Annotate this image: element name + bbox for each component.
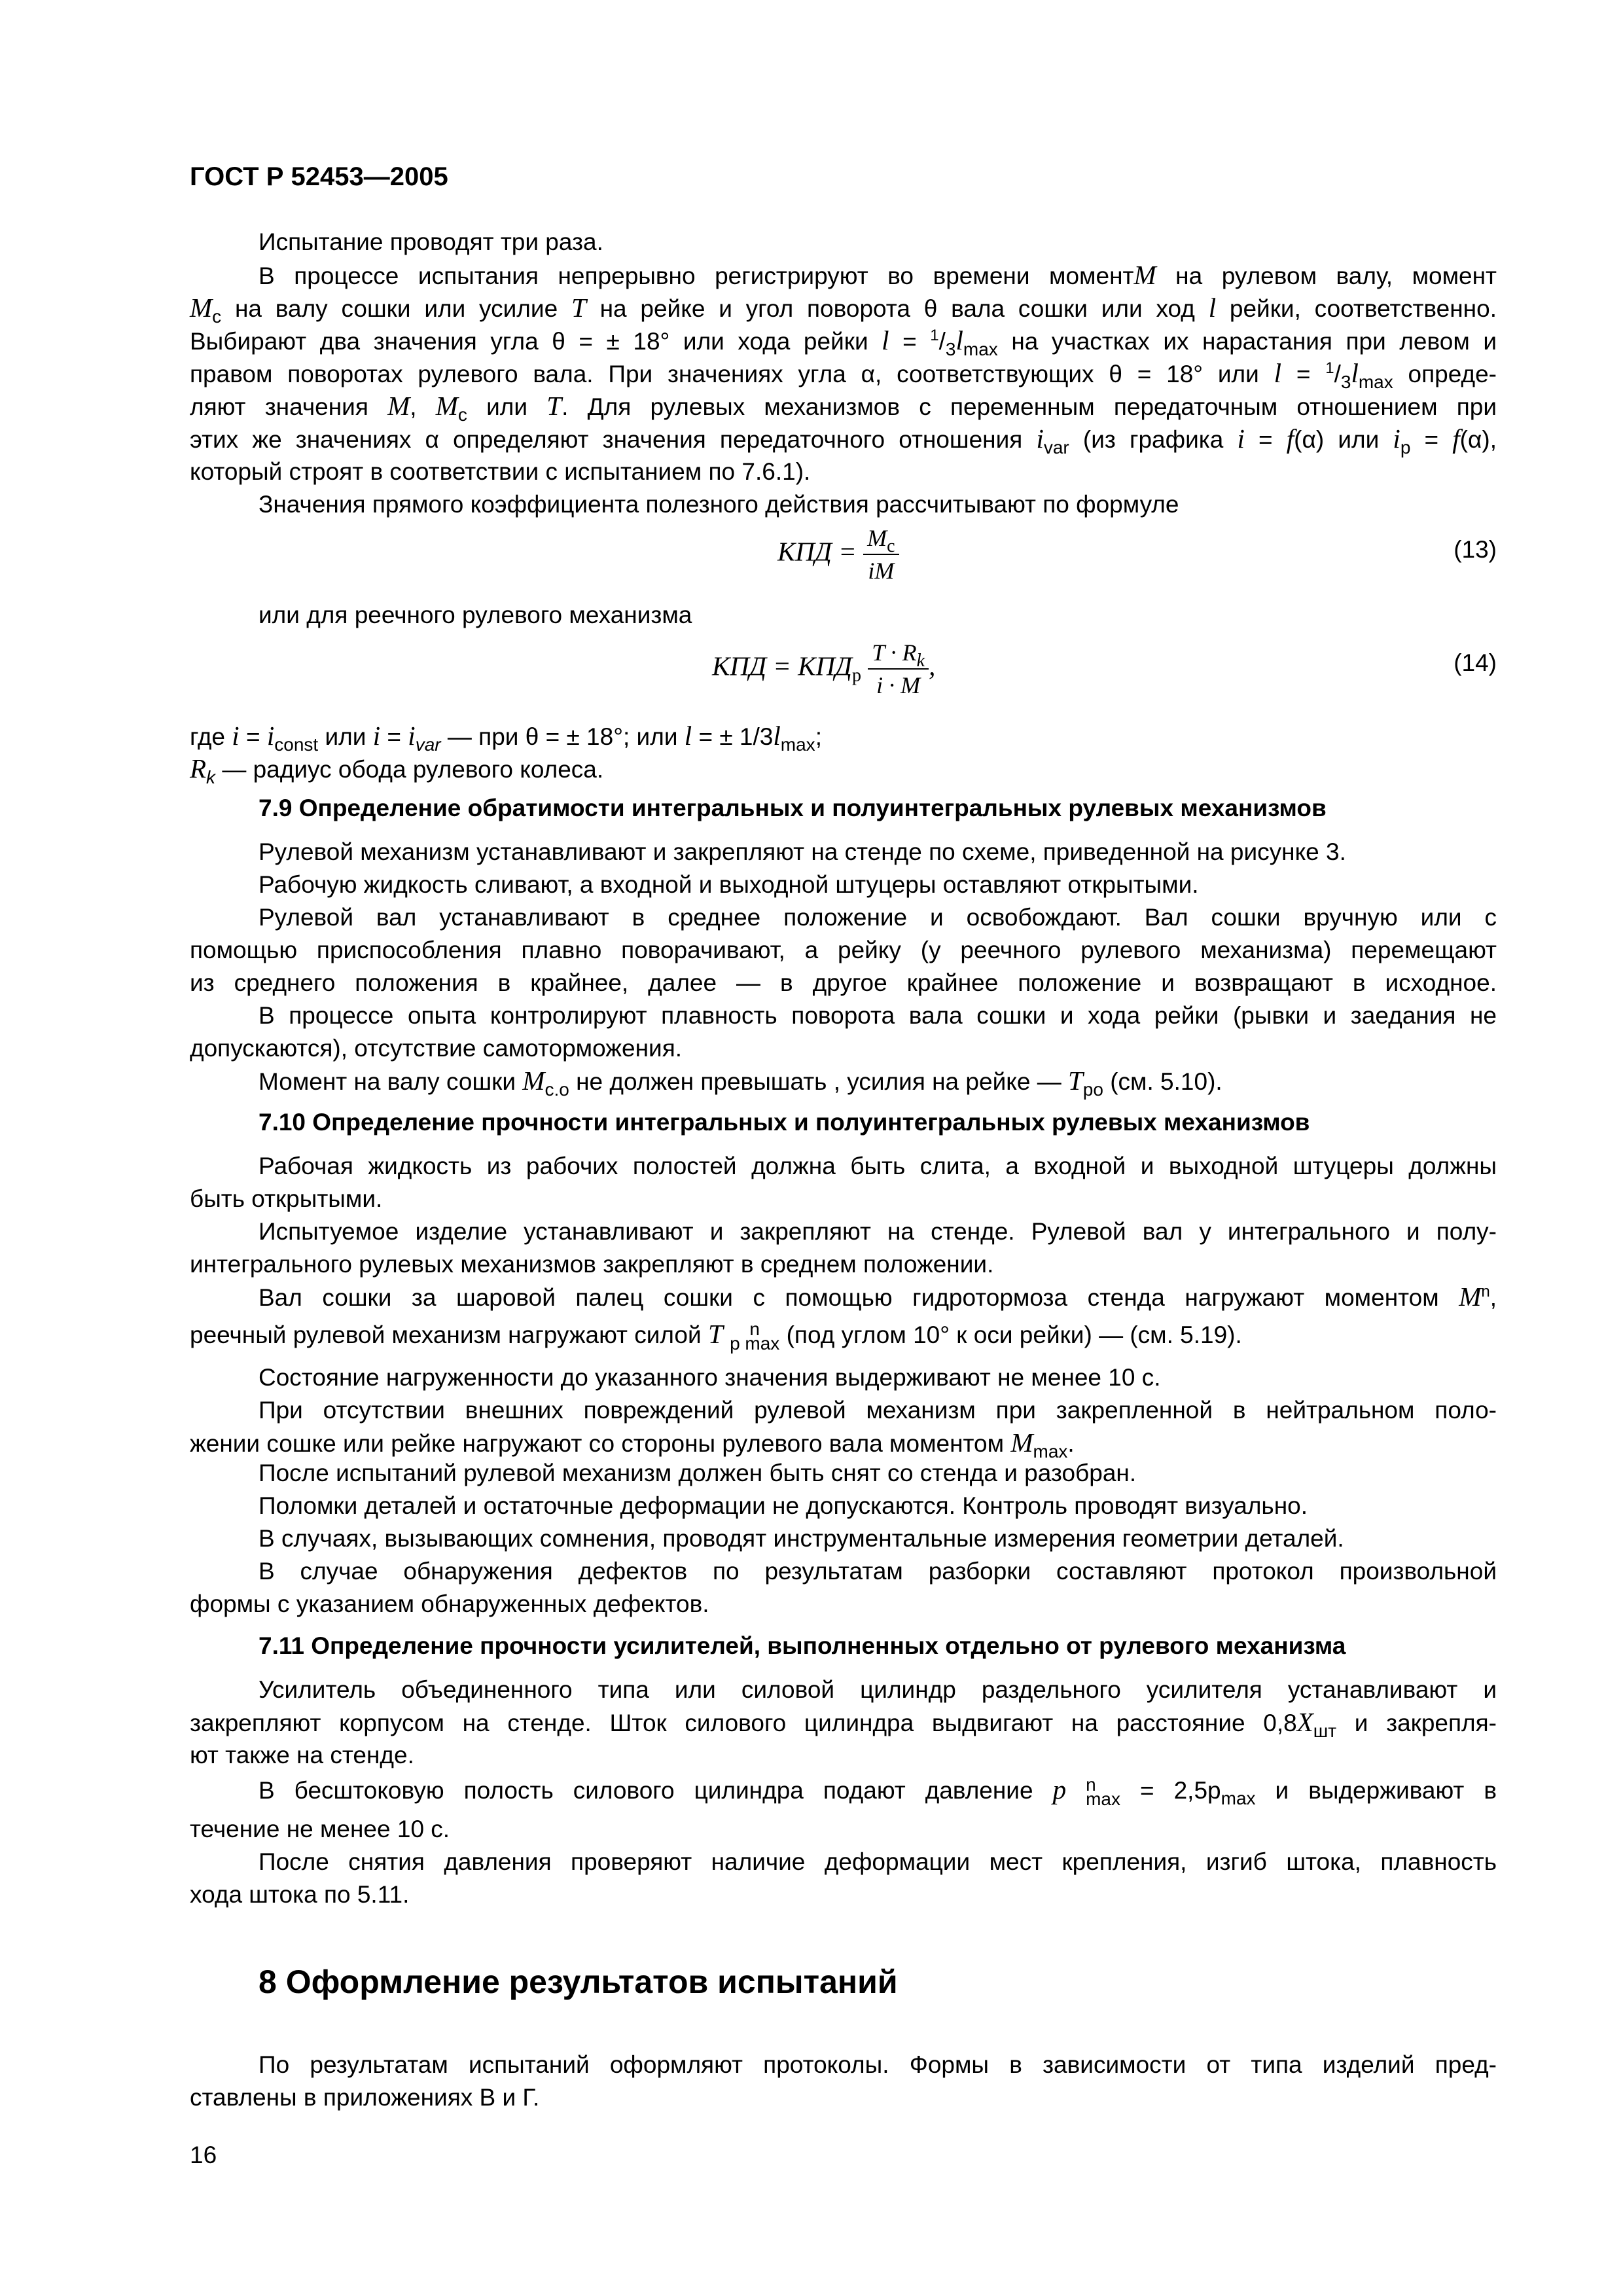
page-number: 16 bbox=[190, 2142, 217, 2168]
text-line: или для реечного рулевого механизма bbox=[259, 601, 692, 628]
text-line: Рабочую жидкость сливают, а входной и выходной штуцеры оставляют открытыми. bbox=[259, 871, 1199, 898]
text-line: интегрального рулевых механизмов закрепляют в среднем положении. bbox=[190, 1251, 994, 1278]
section-heading-7-9: 7.9 Определение обратимости интегральных и полуинтегральных рулевых механизмов bbox=[259, 795, 1327, 821]
section-heading-8: 8 Оформление результатов испытаний bbox=[259, 1964, 898, 2000]
text-line: Вал сошки за шаровой палец сошки с помощью гидротормоза стенда нагружают моментом $M^n$, bbox=[259, 1282, 1497, 1312]
text-line: ляют значения M, $M_c$ или T. Для рулевых механизмов с переменным передаточным отношением при bbox=[190, 391, 1497, 425]
text-line: Испытание проводят три раза. bbox=[259, 228, 603, 255]
text-line: который строят в соответствии с испытанием по 7.6.1). bbox=[190, 458, 811, 485]
text-line: Рулевой вал устанавливают в среднее положение и освобождают. Вал сошки вручную или с bbox=[259, 904, 1497, 931]
equation-number-14: (14) bbox=[1454, 649, 1497, 676]
text-line: Выбирают два значения угла θ = ± 18° или хода рейки $l = ^1/_3l_{max}$ на участках их нарастания при левом и bbox=[190, 325, 1497, 359]
text-line: формы с указанием обнаруженных дефектов. bbox=[190, 1590, 709, 1617]
text-line: закрепляют корпусом на стенде. Шток силового цилиндра выдвигают на расстояние $0,8X_{шт}$ и закрепля- bbox=[190, 1707, 1497, 1741]
text-line: помощью приспособления плавно поворачивают, а рейку (у реечного рулевого механизма) перемещают bbox=[190, 937, 1497, 963]
text-line: В процессе испытания непрерывно регистрируют во времени моментM на рулевом валу, момент bbox=[259, 260, 1497, 290]
text-line: При отсутствии внешних повреждений рулевой механизм при закрепленной в нейтральном поло- bbox=[259, 1397, 1497, 1424]
equation-number-13: (13) bbox=[1454, 536, 1497, 563]
text-line: Рулевой механизм устанавливают и закрепляют на стенде по схеме, приведенной на рисунке 3. bbox=[259, 838, 1346, 865]
section-heading-7-10: 7.10 Определение прочности интегральных и полуинтегральных рулевых механизмов bbox=[259, 1109, 1310, 1136]
text-line: Состояние нагруженности до указанного значения выдерживают не менее 10 с. bbox=[259, 1364, 1161, 1391]
text-line: По результатам испытаний оформляют протоколы. Формы в зависимости от типа изделий пред- bbox=[259, 2051, 1497, 2078]
text-line: Рабочая жидкость из рабочих полостей должна быть слита, а входной и выходной штуцеры должны bbox=[259, 1153, 1497, 1179]
text-line: этих же значениях α определяют значения передаточного отношения $i_{var}$ (из графика i = f(α) или $i_p = f(\alpha)$, bbox=[190, 423, 1497, 457]
text-line: ют также на стенде. bbox=[190, 1742, 414, 1768]
text-line: допускаются), отсутствие самоторможения. bbox=[190, 1035, 683, 1062]
text-line: Усилитель объединенного типа или силовой цилиндр раздельного усилителя устанавливают и bbox=[259, 1676, 1497, 1703]
text-line: течение не менее 10 с. bbox=[190, 1816, 450, 1842]
text-line: быть открытыми. bbox=[190, 1185, 383, 1212]
text-line: правом поворотах рулевого вала. При значениях угла α, соответствующих θ = 18° или $l = ^1/_3l_{max}$ опреде- bbox=[190, 358, 1497, 392]
text-line: В процессе опыта контролируют плавность поворота вала сошки и хода рейки (рывки и заедания не bbox=[259, 1002, 1497, 1029]
text-line: В случае обнаружения дефектов по результатам разборки составляют протокол произвольной bbox=[259, 1558, 1497, 1585]
text-line: После снятия давления проверяют наличие деформации мест крепления, изгиб штока, плавность bbox=[259, 1848, 1497, 1875]
text-line: $R_k$ — радиус обода рулевого колеса. bbox=[190, 753, 604, 787]
text-line: $M_c$ на валу сошки или усилие T на рейке и угол поворота θ вала сошки или ход l рейки, соответственно. bbox=[190, 293, 1497, 327]
text-line: Поломки деталей и остаточные деформации не допускаются. Контроль проводят визуально. bbox=[259, 1492, 1308, 1519]
text-line: где $i = i_{const}$ или $i = i_{var}$ — при θ = ± 18°; или l = ± $1/3l_{max}$; bbox=[190, 721, 822, 755]
text-line: жении сошке или рейке нагружают со стороны рулевого вала моментом $M_{max}$. bbox=[190, 1427, 1075, 1462]
text-line: из среднего положения в крайнее, далее — в другое крайнее положение и возвращают в исходное. bbox=[190, 969, 1497, 996]
text-line: Момент на валу сошки $M_{c.o}$ не должен превышать , усилия на рейке — $T_{po}$ (см. 5.10). bbox=[259, 1066, 1222, 1100]
text-line: После испытаний рулевой механизм должен быть снят со стенда и разобран. bbox=[259, 1460, 1137, 1486]
text-line: В бесштоковую полость силового цилиндра подают давление p n max = $2,5p_{max}$ и выдерживают в bbox=[259, 1774, 1497, 1809]
section-heading-7-11: 7.11 Определение прочности усилителей, выполненных отдельно от рулевого механизма bbox=[259, 1632, 1346, 1659]
document-code-header: ГОСТ Р 52453—2005 bbox=[190, 162, 448, 191]
text-line: В случаях, вызывающих сомнения, проводят инструментальные измерения геометрии деталей. bbox=[259, 1525, 1344, 1552]
text-line: хода штока по 5.11. bbox=[190, 1881, 410, 1908]
text-line: ставлены в приложениях В и Г. bbox=[190, 2084, 540, 2111]
text-line: реечный рулевой механизм нагружают силой T n p max (под углом 10° к оси рейки) — (см. 5.19). bbox=[190, 1319, 1242, 1354]
formula-13: КПД = $\frac{M_c}{iM}$ bbox=[777, 524, 899, 585]
text-line: Испытуемое изделие устанавливают и закрепляют на стенде. Рулевой вал у интегрального и полу- bbox=[259, 1218, 1497, 1245]
formula-14: КПД = $КПД_р$ $\frac{T \cdot R_k}{i \cdot M}$ , bbox=[712, 639, 936, 698]
text-line: Значения прямого коэффициента полезного действия рассчитывают по формуле bbox=[259, 491, 1179, 518]
